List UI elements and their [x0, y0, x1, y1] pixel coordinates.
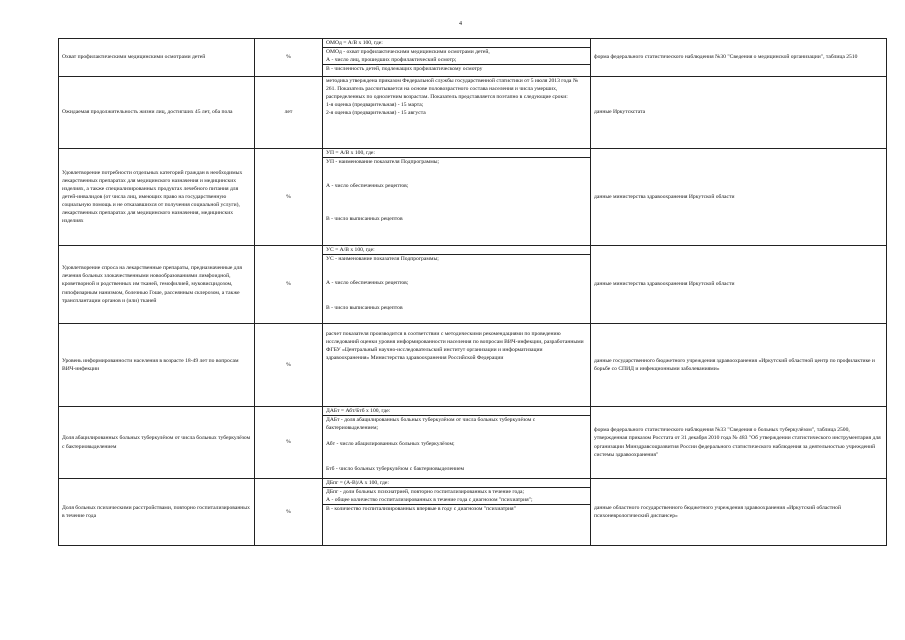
formula-line: ДБпг = (А-В)/А x 100, где: — [323, 479, 590, 488]
indicator-cell: Удовлетворение спроса на лекарственные препараты, предназначенные для лечения больных злокачественными новообразованиями лимфоидной, кроветворной и родственных им тканей, гемофилией, муковисцидозом, гипофизарным нанизмом, болезнью Гоше, рассеянным склерозом, а также трансплантации органов и (или) тканей — [59, 246, 255, 324]
formula-line: ДБпг - доли больных психиатрией, повторно госпитализированных в течение года; А - общее количество госпитализированных в течение года с диагнозом "психиатрия"; — [323, 488, 590, 505]
table-row — [59, 149, 887, 246]
unit-cell: % — [255, 149, 323, 246]
unit-cell: % — [255, 407, 323, 479]
formula-cell — [323, 77, 591, 149]
formula-line: УС = А/В x 100, где: — [323, 246, 590, 255]
unit-cell: % — [255, 479, 323, 546]
source-cell: данные Иркутскстата — [591, 77, 887, 149]
source-cell: данные министерства здравоохранения Иркутской области — [591, 246, 887, 324]
formula-line: В - количество госпитализированных впервые в году с диагнозом "психиатрия" — [326, 506, 516, 513]
formula-text: ДАБт - доля абацилированных больных туберкулёзом от числа больных туберкулёзом с бактериовыделением; Абт - число абацилированных больных туберкулёзом; Бтб - число больных туберкулёзом с бактериовыделением — [326, 417, 536, 472]
indicators-table — [58, 38, 887, 546]
source-cell: данные министерства здравоохранения Иркутской области — [591, 149, 887, 246]
unit-cell: % — [255, 246, 323, 324]
formula-line: ОМОд = А/В x 100, где: — [323, 39, 590, 48]
indicator-cell: Доля абацилированных больных туберкулёзом от числа больных туберкулёзом с бактериовыделением — [59, 407, 255, 479]
formula-line: УП = А/В x 100, где: — [323, 149, 590, 158]
formula-text: методика утверждена приказом Федеральной службы государственной статистики от 5 июля 2013 года № 261. Показатель рассчитывается на основе половозрастного состава населения и числа умерших, распределенных по однолетним возрастам. Показатель представляется поэтапно в следующие сроки: 1-я оценка (предварительная) - 15 марта; 2-я оценка (предварительная) - 15 августа — [326, 78, 579, 117]
unit-cell: лет — [255, 77, 323, 149]
formula-text: расчет показателя производится в соответствии с методическими рекомендациями по проведению исследований оценки уровня информированности населения по вопросам ВИЧ-инфекции, разработанными ФГБУ «Центральный научно-исследовательский институт организации и информатизации здравоохранения» Министерства здравоохранения Российской Федерации — [326, 331, 584, 362]
formula-cell — [323, 149, 591, 246]
unit-cell: % — [255, 324, 323, 407]
table-row — [59, 479, 887, 546]
page-number: 4 — [459, 21, 462, 27]
formula-cell — [323, 324, 591, 407]
formula-cell — [323, 407, 591, 479]
formula-cell — [323, 479, 591, 546]
formula-text: УП - наименование показателя Подпрограммы; А - число обеспеченных рецептов; В - число выписанных рецептов — [326, 159, 440, 222]
indicator-cell: Ожидаемая продолжительность жизни лиц, достигших 45 лет, оба пола — [59, 77, 255, 149]
indicator-cell: Уровень информированности населения в возрасте 18-49 лет по вопросам ВИЧ-инфекции — [59, 324, 255, 407]
formula-text: УС - наименование показателя Подпрограммы; А - число обеспеченных рецептов; В - число выписанных рецептов — [326, 256, 439, 311]
table-row — [59, 407, 887, 479]
unit-cell: % — [255, 39, 323, 77]
source-cell: форма федерального статистического наблюдения №30 "Сведения о медицинской организации", таблица 2510 — [591, 39, 887, 77]
formula-cell — [323, 39, 591, 77]
source-cell: данные государственного бюджетного учреждения здравоохранения «Иркутский областной центр по профилактике и борьбе со СПИД и инфекционными заболеваниями» — [591, 324, 887, 407]
indicator-cell: Удовлетворение потребности отдельных категорий граждан в необходимых лекарственных препаратах для медицинского назначения и медицинских изделиях, а также специализированных продуктах лечебного питания для детей-инвалидов (от числа лиц, имеющих право на государственную социальную помощь и не отказавшихся от получения социальной услуги), лекарственных препаратах для медицинского назначения, медицинских изделиях — [59, 149, 255, 246]
table-row — [59, 324, 887, 407]
formula-cell — [323, 246, 591, 324]
indicator-cell: Доля больных психическими расстройствами, повторно госпитализированных в течение года — [59, 479, 255, 546]
indicator-cell: Охват профилактическими медицинскими осмотрами детей — [59, 39, 255, 77]
source-cell: форма федерального статистического наблюдения №33 "Сведения о больных туберкулёзом", таблица 2500, утвержденная приказом Росстата от 31 декабря 2010 года № 483 "Об утверждении статистического инструментария для организации Минздравсоцразвития России федерального статистического наблюдения за деятельностью учреждений системы здравоохранения" — [591, 407, 887, 479]
formula-line: ДАБт = Абт/Бтб x 100, где: — [323, 407, 590, 416]
table-row — [59, 77, 887, 149]
formula-line: В - численность детей, подлежащих профилактическому осмотру — [326, 66, 483, 73]
formula-line: ОМОд - охват профилактическими медицинскими осмотрами детей, А - число лиц, прошедших профилактический осмотр; — [323, 48, 590, 65]
source-cell: данные областного государственного бюджетного учреждения здравоохранения «Иркутский областной психоневрологический диспансер» — [591, 479, 887, 546]
table-row — [59, 39, 887, 77]
table-row — [59, 246, 887, 324]
